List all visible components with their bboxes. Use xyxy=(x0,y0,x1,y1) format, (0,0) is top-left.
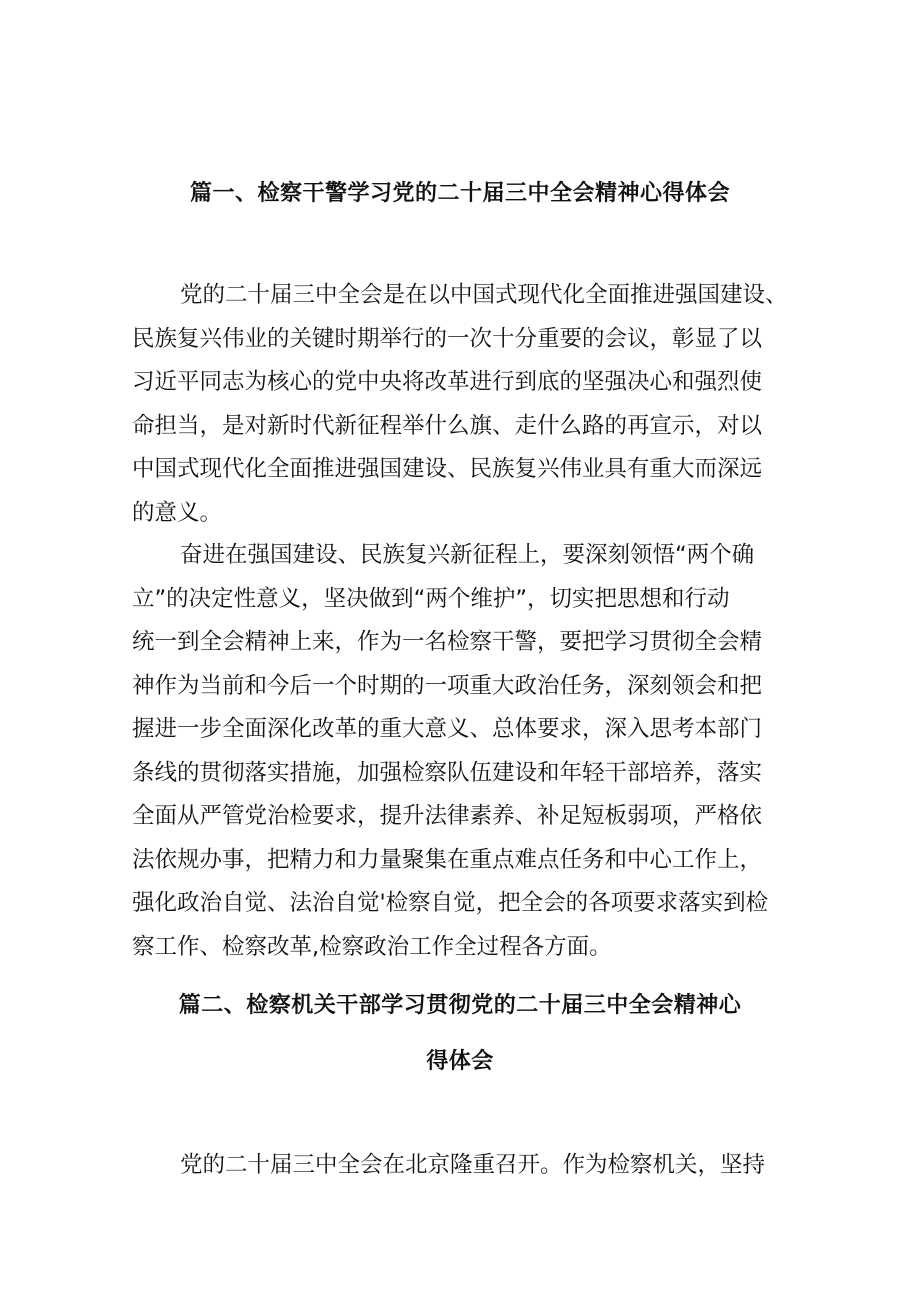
text-line: 握进一步全面深化改革的重大意义、总体要求，深入思考本部门 xyxy=(132,716,763,742)
text-line: 法依规办事，把精力和力量聚集在重点难点任务和中心工作上， xyxy=(132,846,763,873)
text-line: 习近平同志为核心的党中央将改革进行到底的坚强决心和强烈使 xyxy=(132,369,763,395)
text-line: 察工作、检察改革,检察政治工作全过程各方面。 xyxy=(132,933,612,960)
section-1-title: 篇一、检察干警学习党的二十届三中全会精神心得体会 xyxy=(189,181,730,206)
text-line: 神作为当前和今后一个时期的一项重大政治任务，深刻领会和把 xyxy=(132,672,763,699)
text-line: 党的二十届三中全会在北京隆重召开。作为检察机关，坚持 xyxy=(180,1152,766,1178)
text-line: 强化政治自觉、法治自觉'检察自觉，把全会的各项要求落实到检 xyxy=(132,890,769,916)
text-line: 中国式现代化全面推进强国建设、民族复兴伟业具有重大而深远 xyxy=(132,456,763,482)
text-line: 全面从严管党治检要求，提升法律素养、补足短板弱项，严格依 xyxy=(132,803,763,829)
text-line: 命担当，是对新时代新征程举什么旗、走什么路的再宣示，对以 xyxy=(132,412,763,439)
section-2-title-line-1: 篇二、检察机关干部学习贯彻党的二十届三中全会精神心 xyxy=(178,993,742,1018)
text-line: 民族复兴伟业的关键时期举行的一次十分重要的会议，彰显了以 xyxy=(132,325,763,352)
section-2-title-line-2: 得体会 xyxy=(426,1049,494,1074)
section-1-paragraph-2 xyxy=(132,534,792,969)
section-2-paragraph-1 xyxy=(132,1144,792,1188)
text-line: 的意义。 xyxy=(132,499,223,526)
text-line: 党的二十届三中全会是在以中国式现代化全面推进强国建设、 xyxy=(180,282,788,308)
text-line: 条线的贯彻落实措施，加强检察队伍建设和年轻干部培养，落实 xyxy=(132,759,763,786)
text-line: 奋进在强国建设、民族复兴新征程上，要深刻领悟“两个确 xyxy=(180,542,755,568)
text-line: 统一到全会精神上来，作为一名检察干警，要把学习贯彻全会精 xyxy=(132,629,763,655)
text-line: 立”的决定性意义，坚决做到“两个维护”，切实把思想和行动 xyxy=(132,585,730,612)
section-1-paragraph-1 xyxy=(132,274,792,535)
